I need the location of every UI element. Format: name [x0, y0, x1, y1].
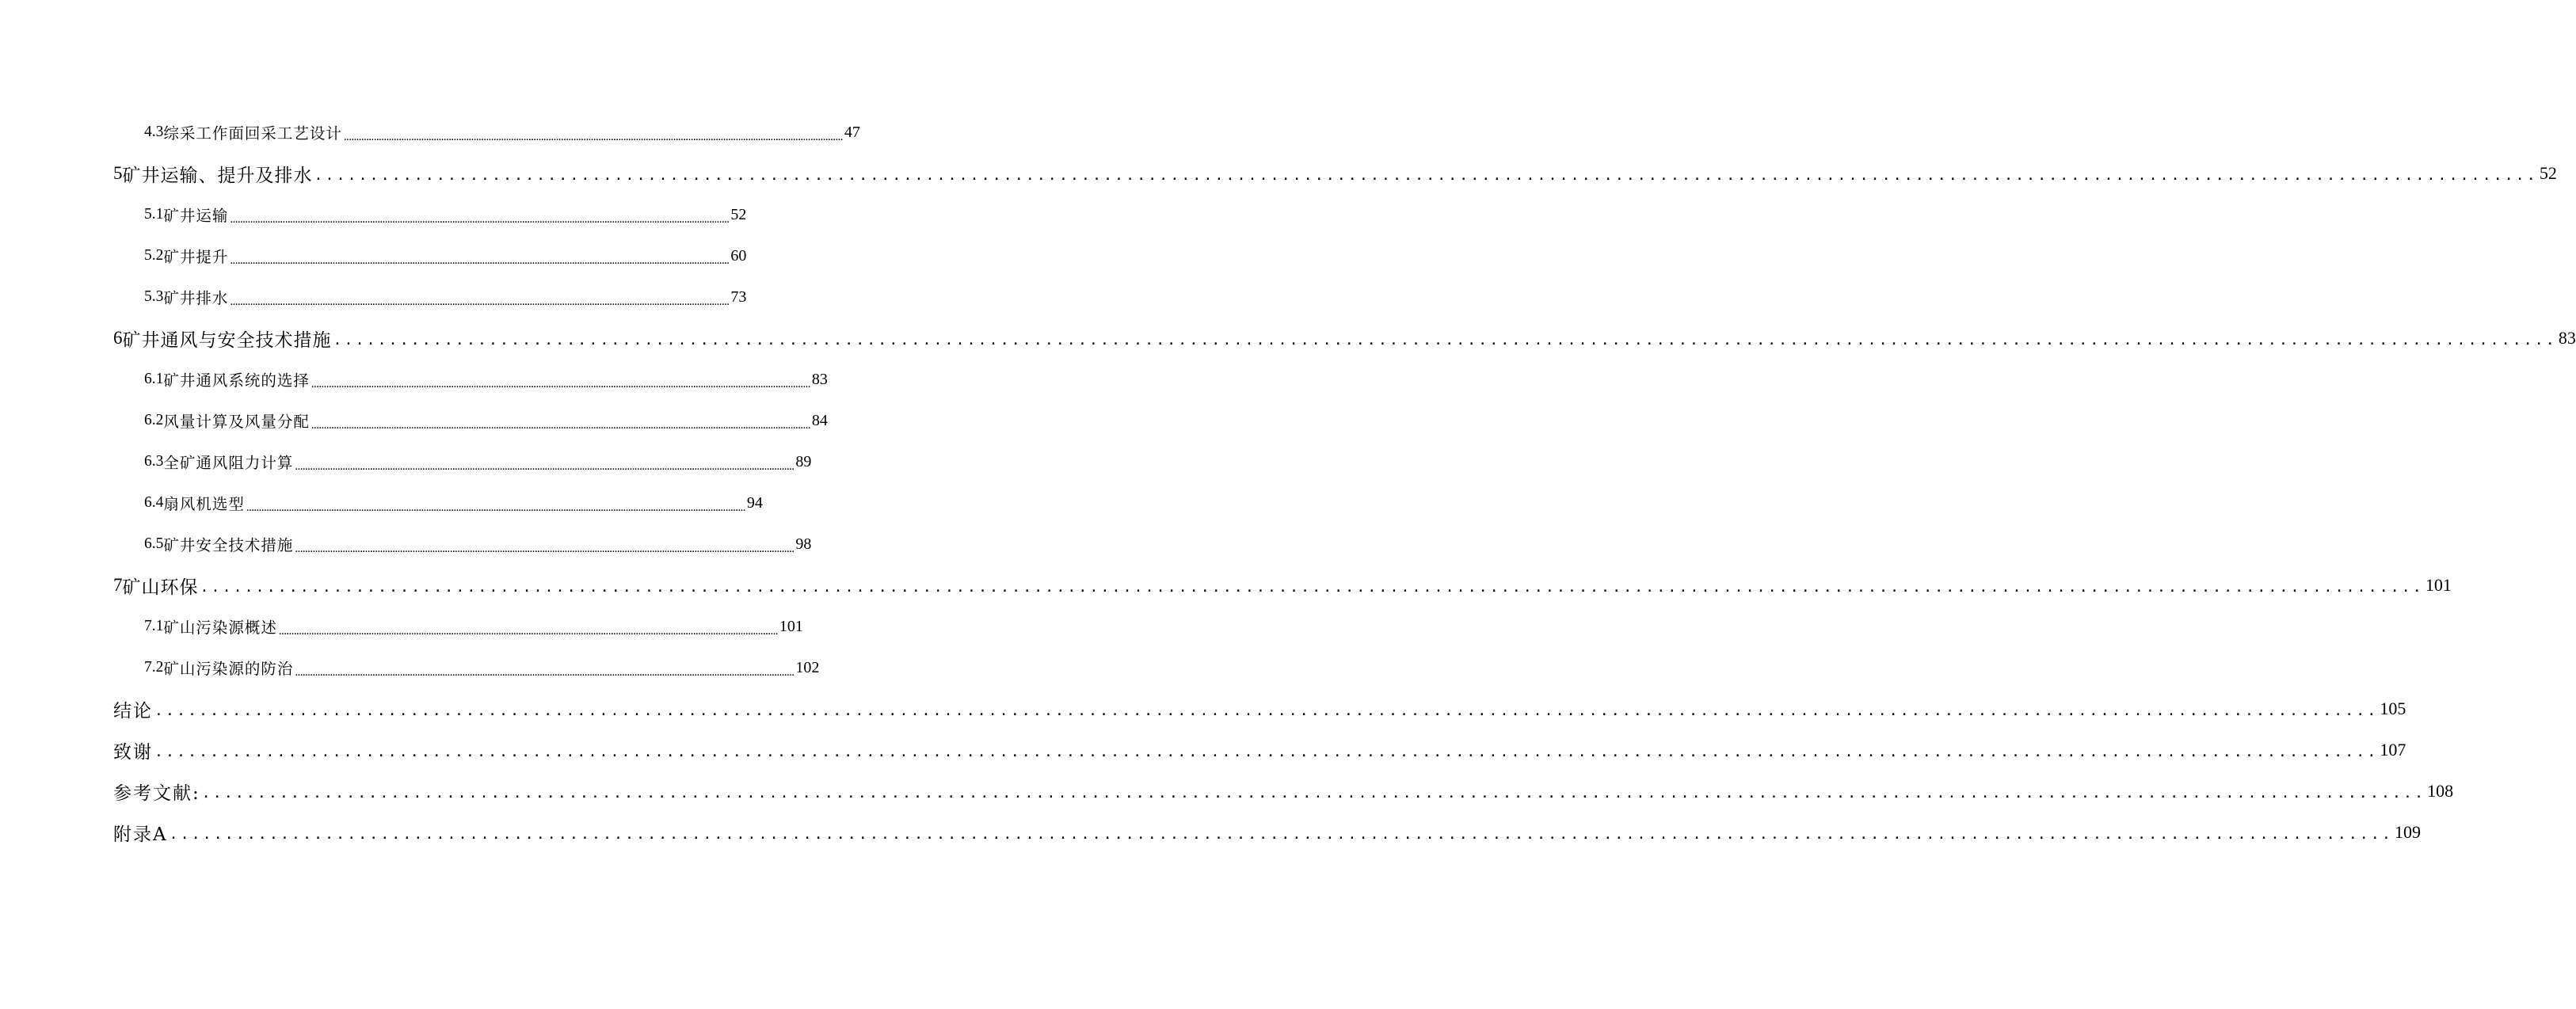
toc-section-entry[interactable]	[0, 359, 828, 400]
toc-page-number: 89	[795, 452, 812, 470]
toc-dot-leader: ........................................................................................................................................................................................................	[278, 625, 778, 638]
toc-chapter-entry[interactable]	[0, 688, 2406, 729]
toc-dot-leader: ........................................................................................................................................................................................................	[200, 579, 2424, 596]
toc-chapter-entry[interactable]	[0, 729, 2406, 771]
toc-entry-number: 6	[113, 328, 123, 348]
toc-page-number: 83	[2558, 328, 2576, 348]
toc-section-entry[interactable]	[0, 112, 860, 153]
toc-dot-leader: ........................................................................................................................................................................................................	[295, 543, 795, 555]
toc-entry-title: 参考文献:	[113, 782, 200, 804]
toc-entry-title: 矿井排水	[163, 289, 229, 307]
toc-chapter-entry[interactable]	[0, 318, 2576, 359]
toc-entry-number: 7.2	[144, 659, 164, 676]
toc-entry-number: 6.5	[144, 535, 164, 552]
toc-dot-leader: ........................................................................................................................................................................................................	[311, 378, 810, 390]
toc-entry-number: 6.2	[144, 412, 164, 428]
toc-page-number: 52	[2539, 163, 2557, 183]
toc-entry-title: 矿井安全技术措施	[163, 536, 294, 554]
toc-page-number: 101	[779, 617, 803, 635]
toc-entry-title: 矿井运输	[163, 207, 229, 225]
toc-page-number: 60	[730, 246, 747, 265]
toc-entry-number: 7.1	[144, 618, 164, 634]
toc-page-number: 108	[2427, 781, 2454, 801]
toc-dot-leader: ........................................................................................................................................................................................................	[246, 501, 745, 514]
toc-chapter-entry[interactable]	[0, 812, 2422, 853]
toc-entry-title: 结论	[113, 700, 153, 722]
toc-page-number: 94	[746, 493, 763, 512]
toc-chapter-entry[interactable]	[0, 153, 2557, 194]
toc-section-entry[interactable]	[0, 194, 747, 235]
toc-entry-number: 6.4	[144, 494, 164, 511]
toc-entry-title: 附录A	[113, 824, 168, 845]
toc-section-entry[interactable]	[0, 647, 820, 688]
toc-entry-title: 矿井通风系统的选择	[163, 371, 310, 390]
toc-entry-number: 6.3	[144, 453, 164, 470]
toc-entry-number: 7	[113, 575, 123, 595]
toc-page-number: 84	[811, 411, 828, 429]
toc-page-number: 73	[730, 287, 747, 306]
toc-section-entry[interactable]	[0, 524, 812, 565]
toc-page-number: 47	[844, 123, 860, 141]
toc-dot-leader: ........................................................................................................................................................................................................	[230, 295, 730, 308]
toc-dot-leader: ........................................................................................................................................................................................................	[169, 826, 2394, 843]
toc-section-entry[interactable]	[0, 441, 812, 482]
toc-entry-number: 5.2	[144, 247, 164, 264]
toc-dot-leader: ........................................................................................................................................................................................................	[295, 666, 795, 679]
toc-entry-title: 矿山环保	[122, 577, 199, 598]
toc-entry-title: 矿山污染源的防治	[163, 660, 294, 678]
toc-dot-leader: ........................................................................................................................................................................................................	[343, 131, 843, 143]
toc-page-number: 83	[811, 370, 828, 388]
toc-chapter-entry[interactable]	[0, 771, 2454, 812]
toc-entry-title: 致谢	[113, 741, 153, 763]
toc-dot-leader: ........................................................................................................................................................................................................	[295, 460, 795, 473]
toc-entry-number: 4.3	[144, 124, 164, 140]
toc-page-number: 102	[795, 658, 820, 676]
toc-dot-leader: ........................................................................................................................................................................................................	[154, 702, 2379, 719]
toc-dot-leader: ........................................................................................................................................................................................................	[230, 213, 730, 226]
toc-entry-title: 矿山污染源概述	[163, 619, 277, 637]
table-of-contents	[0, 112, 2576, 853]
toc-section-entry[interactable]	[0, 400, 828, 441]
toc-page-number: 109	[2395, 822, 2422, 842]
toc-section-entry[interactable]	[0, 482, 763, 524]
toc-entry-number: 5.1	[144, 206, 164, 223]
toc-entry-title: 矿井通风与安全技术措施	[122, 329, 332, 351]
toc-entry-title: 矿井运输、提升及排水	[122, 165, 313, 186]
toc-dot-leader: ........................................................................................................................................................................................................	[230, 254, 730, 267]
toc-section-entry[interactable]	[0, 276, 747, 318]
toc-chapter-entry[interactable]	[0, 565, 2452, 606]
toc-dot-leader: ........................................................................................................................................................................................................	[333, 332, 2557, 348]
toc-page-number: 98	[795, 535, 812, 553]
toc-entry-number: 6.1	[144, 371, 164, 387]
toc-entry-title: 扇风机选型	[163, 495, 245, 513]
toc-page-number: 52	[730, 205, 747, 223]
toc-entry-number: 5.3	[144, 288, 164, 305]
toc-section-entry[interactable]	[0, 235, 747, 276]
toc-section-entry[interactable]	[0, 606, 803, 647]
toc-dot-leader: ........................................................................................................................................................................................................	[311, 419, 810, 432]
toc-dot-leader: ........................................................................................................................................................................................................	[201, 785, 2426, 801]
toc-entry-title: 全矿通风阻力计算	[163, 454, 294, 472]
toc-entry-title: 矿井提升	[163, 248, 229, 266]
toc-entry-title: 风量计算及风量分配	[163, 413, 310, 431]
toc-entry-title: 综采工作面回采工艺设计	[163, 124, 342, 143]
toc-page-number: 107	[2380, 740, 2406, 760]
toc-page-number: 101	[2425, 575, 2452, 595]
toc-entry-number: 5	[113, 163, 123, 183]
toc-dot-leader: ........................................................................................................................................................................................................	[314, 167, 2538, 184]
toc-dot-leader: ........................................................................................................................................................................................................	[154, 744, 2379, 760]
toc-page-number: 105	[2380, 699, 2406, 718]
